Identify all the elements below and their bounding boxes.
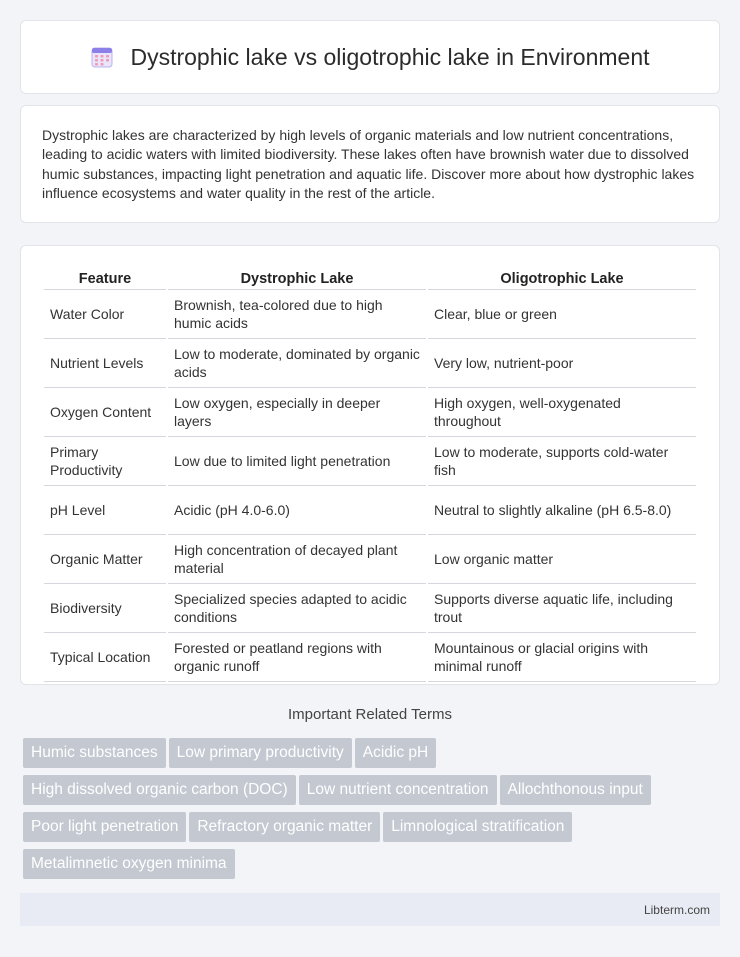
related-term-tag[interactable]: Refractory organic matter <box>189 812 380 842</box>
related-terms-list <box>23 738 713 886</box>
related-term-tag[interactable]: Acidic pH <box>355 738 436 768</box>
feature-cell: Water Color <box>44 290 166 339</box>
page-title: Dystrophic lake vs oligotrophic lake in Environment <box>130 43 650 70</box>
oligotrophic-cell: High oxygen, well-oxygenated throughout <box>428 388 696 437</box>
intro-card <box>20 105 720 223</box>
feature-cell: Biodiversity <box>44 584 166 633</box>
dystrophic-cell: Brownish, tea-colored due to high humic acids <box>168 290 426 339</box>
dystrophic-cell: Specialized species adapted to acidic conditions <box>168 584 426 633</box>
feature-cell: Organic Matter <box>44 535 166 584</box>
related-term-tag[interactable]: Low primary productivity <box>169 738 352 768</box>
header-dystrophic: Dystrophic Lake <box>168 264 426 290</box>
feature-cell: Oxygen Content <box>44 388 166 437</box>
comparison-table <box>42 264 698 682</box>
header-feature: Feature <box>44 264 166 290</box>
related-terms-title: Important Related Terms <box>288 706 452 723</box>
dystrophic-cell: Low due to limited light penetration <box>168 437 426 486</box>
dystrophic-cell: Acidic (pH 4.0-6.0) <box>168 486 426 535</box>
table-row <box>44 535 696 584</box>
table-row <box>44 339 696 388</box>
table-row <box>44 388 696 437</box>
intro-text: Dystrophic lakes are characterized by high levels of organic materials and low nutrient concentrations, leading to acidic waters with limited biodiversity. These lakes often have brownish water due to dissolved humic substances, impacting light penetration and aquatic life. Discover more about how dystrophic lakes influence ecosystems and water quality in the rest of the article. <box>42 127 695 201</box>
related-term-tag[interactable]: Humic substances <box>23 738 166 768</box>
dystrophic-cell: Low to moderate, dominated by organic acids <box>168 339 426 388</box>
oligotrophic-cell: Neutral to slightly alkaline (pH 6.5-8.0) <box>428 486 696 535</box>
footer-site-link[interactable]: Libterm.com <box>643 902 710 917</box>
oligotrophic-cell: Low organic matter <box>428 535 696 584</box>
oligotrophic-cell: Supports diverse aquatic life, including trout <box>428 584 696 633</box>
table-header-row <box>44 264 696 290</box>
related-term-tag[interactable]: Low nutrient concentration <box>299 775 497 805</box>
oligotrophic-cell: Very low, nutrient-poor <box>428 339 696 388</box>
table-row <box>44 486 696 535</box>
oligotrophic-cell: Clear, blue or green <box>428 290 696 339</box>
feature-cell: pH Level <box>44 486 166 535</box>
oligotrophic-cell: Mountainous or glacial origins with minimal runoff <box>428 633 696 682</box>
feature-cell: Typical Location <box>44 633 166 682</box>
comparison-table-card <box>20 245 720 685</box>
table-row <box>44 290 696 339</box>
related-term-tag[interactable]: Metalimnetic oxygen minima <box>23 849 235 879</box>
related-term-tag[interactable]: Limnological stratification <box>383 812 572 842</box>
table-row <box>44 584 696 633</box>
oligotrophic-cell: Low to moderate, supports cold-water fish <box>428 437 696 486</box>
related-term-tag[interactable]: High dissolved organic carbon (DOC) <box>23 775 296 805</box>
header-card <box>20 20 720 94</box>
calendar-icon <box>90 45 114 69</box>
related-term-tag[interactable]: Poor light penetration <box>23 812 186 842</box>
feature-cell: Nutrient Levels <box>44 339 166 388</box>
footer <box>20 893 720 926</box>
table-row <box>44 437 696 486</box>
header-oligotrophic: Oligotrophic Lake <box>428 264 696 290</box>
dystrophic-cell: Low oxygen, especially in deeper layers <box>168 388 426 437</box>
feature-cell: Primary Productivity <box>44 437 166 486</box>
related-term-tag[interactable]: Allochthonous input <box>500 775 651 805</box>
dystrophic-cell: Forested or peatland regions with organic runoff <box>168 633 426 682</box>
table-row <box>44 633 696 682</box>
dystrophic-cell: High concentration of decayed plant material <box>168 535 426 584</box>
